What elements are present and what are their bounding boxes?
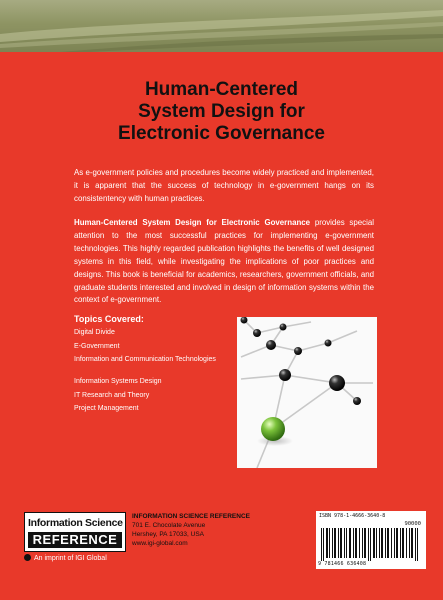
- publisher-website: www.igi-global.com: [132, 540, 188, 547]
- network-graphic: [237, 317, 377, 468]
- publisher-name: INFORMATION SCIENCE REFERENCE: [132, 513, 250, 520]
- topic-item: Information and Communication Technologies: [74, 356, 216, 363]
- imprint-text: An imprint of IGI Global: [34, 555, 107, 562]
- isbn-barcode: [316, 511, 426, 569]
- topic-item: Information Systems Design: [74, 378, 162, 385]
- logo-line-2: REFERENCE: [28, 532, 122, 548]
- description-book-title: Human-Centered System Design for Electronic Governance: [74, 218, 311, 227]
- top-decorative-band: [0, 0, 443, 52]
- topics-heading: Topics Covered:: [74, 314, 144, 324]
- book-title-line-1: Human-Centered: [144, 79, 299, 100]
- description-paragraph: [74, 217, 374, 307]
- description-text: provides special attention to the most successful practices for implementing e-government technologies. This highly regarded publication highlights the benefits of well designed systems in this field, while investigating the implications of poor practices and designs. This book is beneficial for academics, researchers, government officials, and graduate students interested and involved in design of information systems within the context of e-government.: [74, 218, 374, 305]
- publisher-address-2: Hershey, PA 17033, USA: [132, 531, 205, 538]
- intro-paragraph: As e-government policies and procedures become widely practiced and implemented, it is apparent that the success of technology in e-government hangs on its consistentency with human practices.: [74, 168, 374, 203]
- barcode-bars: [319, 528, 423, 561]
- band-swoosh-graphic: [0, 0, 443, 52]
- topic-item: Project Management: [74, 405, 139, 412]
- book-title-line-3: Electronic Governance: [118, 123, 325, 144]
- topic-item: IT Research and Theory: [74, 392, 150, 399]
- topic-item: Digital Divide: [74, 329, 115, 336]
- logo-line-1: Information Science: [28, 517, 123, 529]
- igi-global-icon: [24, 554, 31, 561]
- imprint-line: [24, 554, 107, 562]
- network-nodes-illustration: [237, 317, 377, 468]
- barcode-digits: 9 781466 636408: [318, 561, 367, 567]
- information-science-reference-logo: [24, 512, 126, 552]
- price-code: 90000: [404, 521, 421, 527]
- isbn-number: ISBN 978-1-4666-3640-8: [319, 513, 386, 519]
- publisher-address-1: 701 E. Chocolate Avenue: [132, 522, 206, 529]
- book-title-line-2: System Design for: [138, 101, 305, 122]
- topic-item: E-Government: [74, 343, 120, 350]
